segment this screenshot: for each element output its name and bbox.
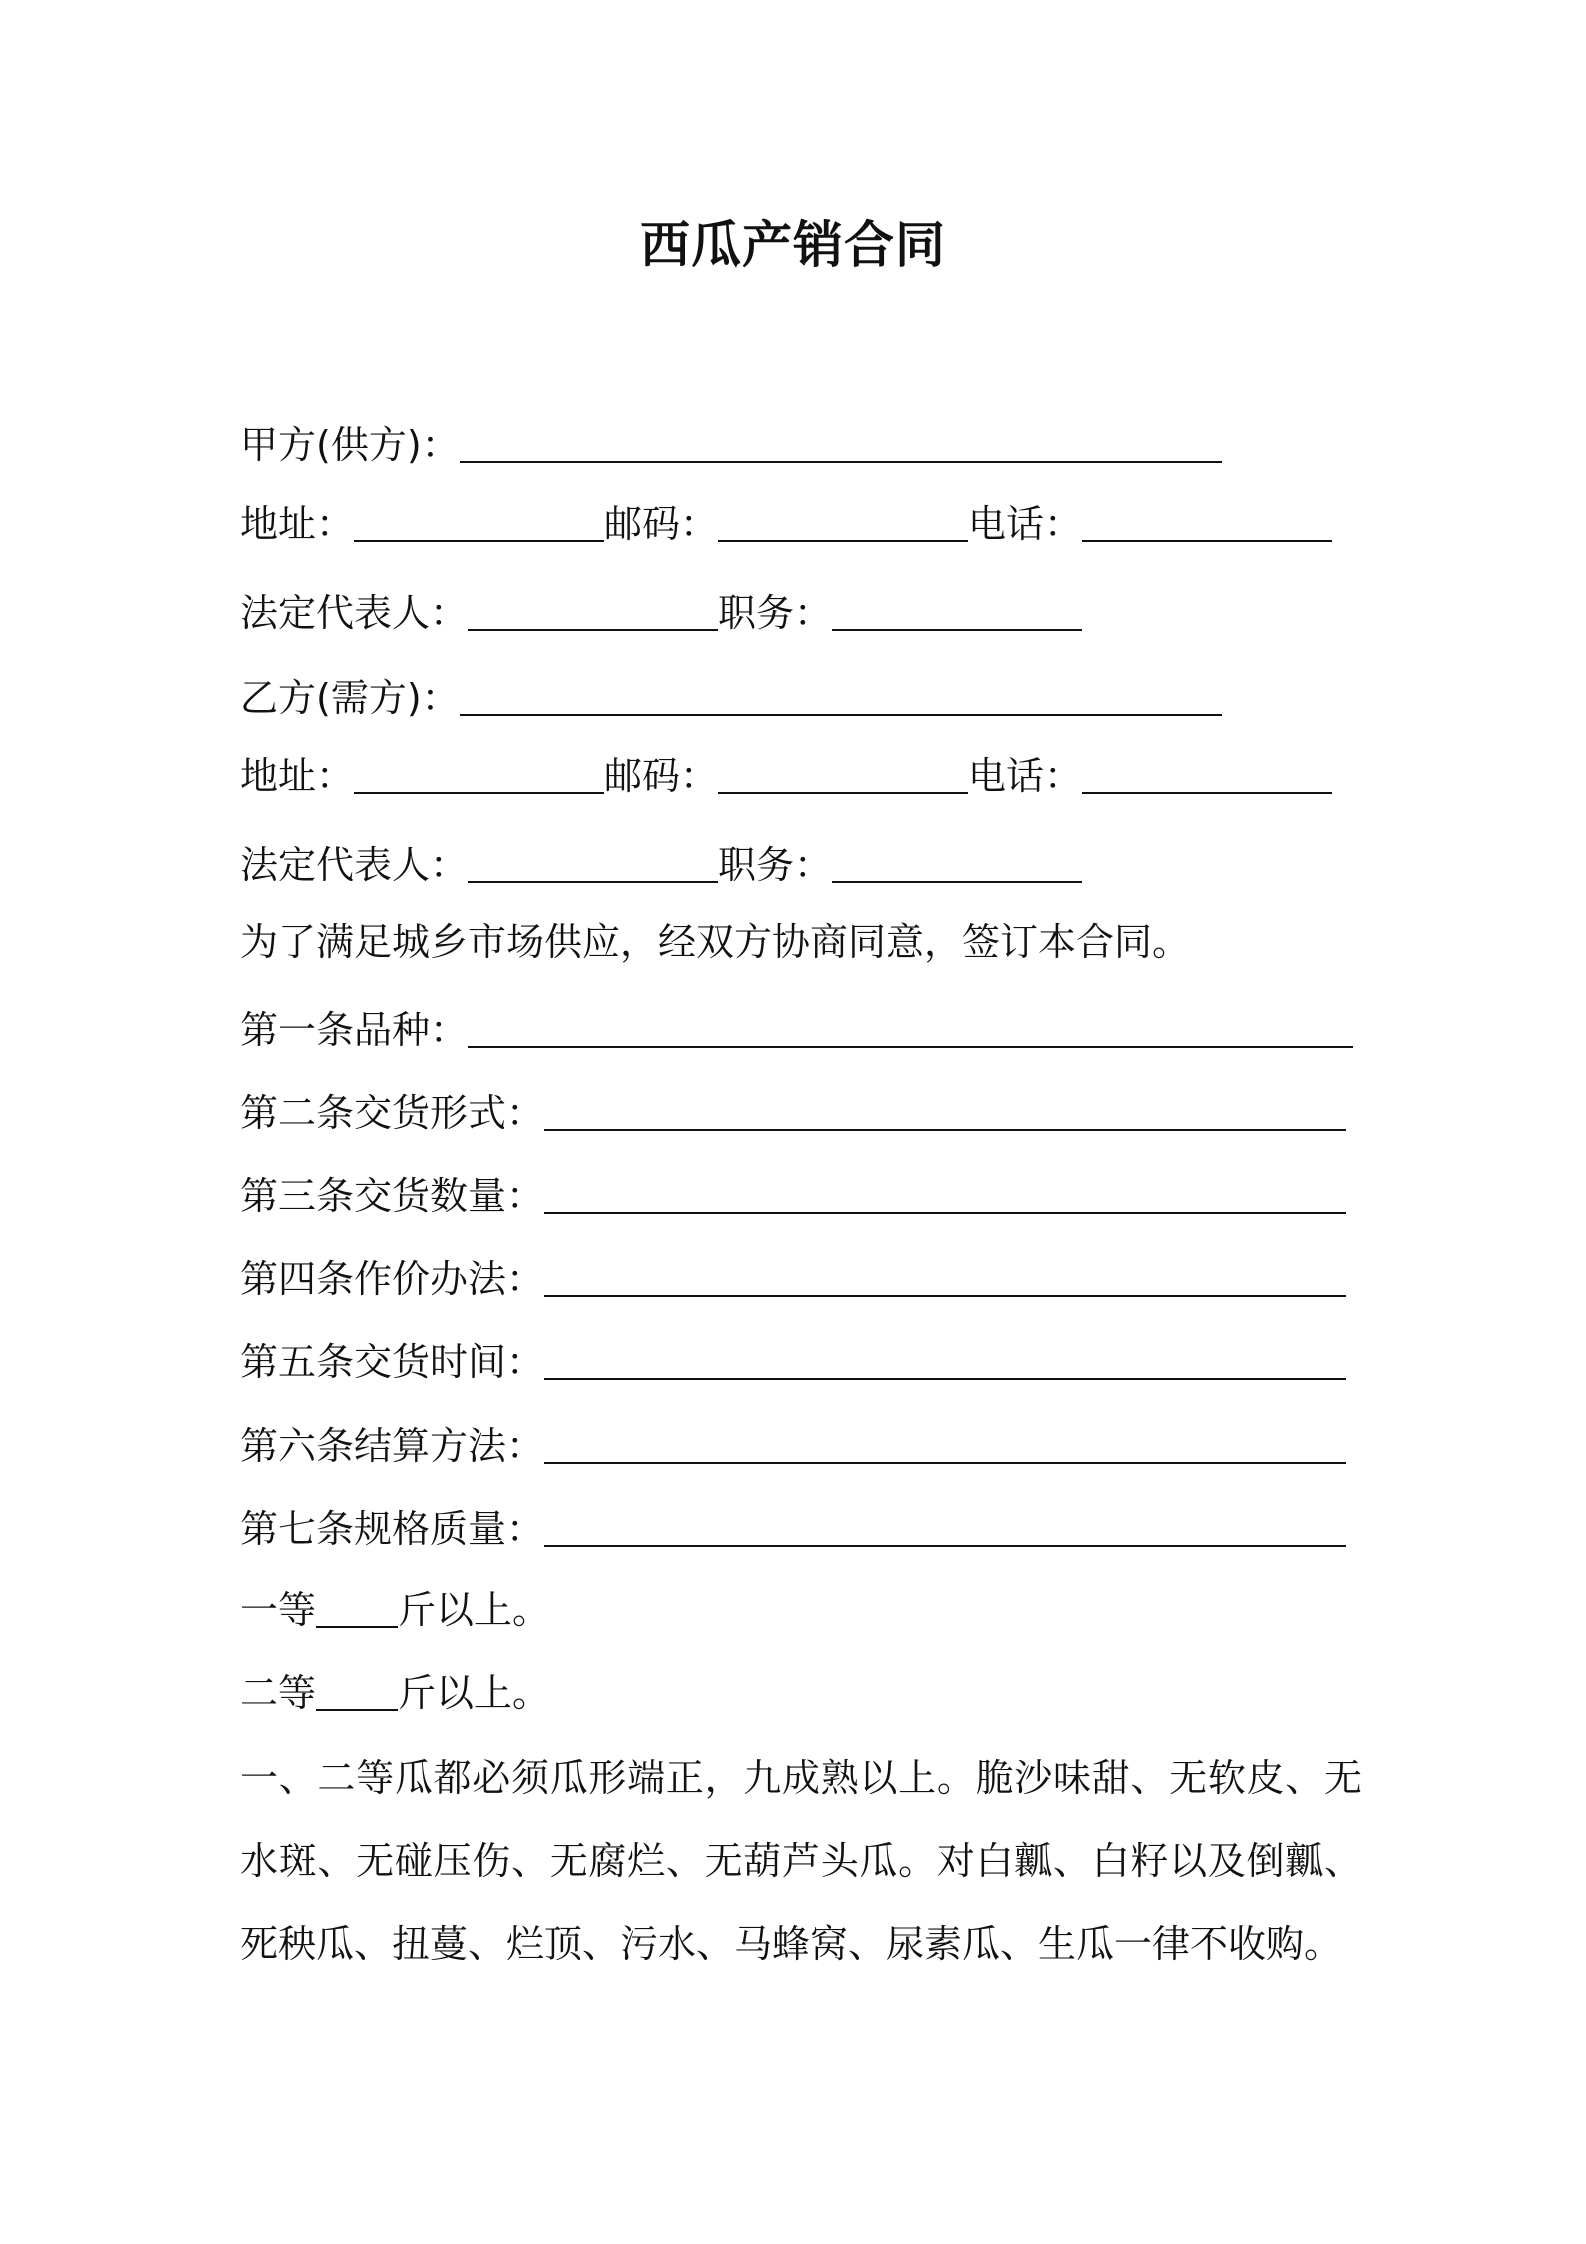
party-b-representative-blank[interactable] (468, 837, 718, 883)
article-2-label: 第二条交货形式： (240, 1091, 545, 1135)
party-a-postcode-blank[interactable] (718, 496, 968, 542)
party-a-label: 甲方(供方)： (240, 423, 460, 467)
article-3-line (240, 1166, 1346, 1226)
article-6-label: 第六条结算方法： (240, 1424, 545, 1468)
party-b-representative-label: 法定代表人： (240, 843, 469, 887)
party-b-label: 乙方(需方)： (240, 676, 460, 720)
grade-2-prefix: 二等 (240, 1671, 317, 1715)
party-b-address-blank[interactable] (354, 748, 604, 794)
intro-text: 为了满足城乡市场供应，经双方协商同意，签订本合同。 (240, 920, 1191, 964)
article-1-line (240, 1000, 1353, 1060)
article-1-label: 第一条品种： (240, 1008, 469, 1052)
grade-1-line (240, 1580, 550, 1640)
party-b-address-label: 地址： (240, 754, 355, 798)
article-2-line (240, 1083, 1346, 1143)
party-b-phone-label: 电话： (968, 754, 1083, 798)
article-2-blank[interactable] (544, 1085, 1346, 1131)
party-b-position-blank[interactable] (832, 837, 1082, 883)
party-b-line (240, 668, 1222, 728)
article-7-label: 第七条规格质量： (240, 1507, 545, 1551)
article-3-blank[interactable] (544, 1168, 1346, 1214)
article-5-label: 第五条交货时间： (240, 1340, 545, 1384)
party-b-position-label: 职务： (718, 843, 833, 887)
party-a-phone-blank[interactable] (1082, 496, 1332, 542)
article-6-line (240, 1416, 1346, 1476)
party-a-address-blank[interactable] (354, 496, 604, 542)
article-3-label: 第三条交货数量： (240, 1174, 545, 1218)
party-b-representative-line (240, 835, 1082, 895)
article-1-blank[interactable] (468, 1002, 1353, 1048)
article-4-blank[interactable] (544, 1251, 1346, 1297)
grade-1-prefix: 一等 (240, 1588, 317, 1632)
grade-2-line (240, 1663, 550, 1723)
grade-2-suffix: 斤以上。 (398, 1671, 551, 1715)
article-6-blank[interactable] (544, 1418, 1346, 1464)
party-b-phone-blank[interactable] (1082, 748, 1332, 794)
grade-2-blank[interactable] (316, 1665, 398, 1711)
party-a-representative-blank[interactable] (468, 585, 718, 631)
article-5-blank[interactable] (544, 1334, 1346, 1380)
intro-line (240, 912, 1190, 972)
article-4-label: 第四条作价办法： (240, 1257, 545, 1301)
party-a-position-blank[interactable] (832, 585, 1082, 631)
document-title: 西瓜产销合同 (640, 216, 946, 274)
party-a-representative-label: 法定代表人： (240, 591, 469, 635)
article-5-line (240, 1332, 1346, 1392)
grade-1-suffix: 斤以上。 (398, 1588, 551, 1632)
party-b-postcode-label: 邮码： (604, 754, 719, 798)
party-b-contact-line (240, 746, 1332, 806)
article-7-line (240, 1499, 1346, 1559)
quality-paragraph: 一、二等瓜都必须瓜形端正，九成熟以上。脆沙味甜、无软皮、无水斑、无碰压伤、无腐烂、无葫芦头瓜。对白瓤、白籽以及倒瓤、死秧瓜、扭蔓、烂顶、污水、马蜂窝、尿素瓜、生瓜一律不收购。 (240, 1756, 1362, 1966)
party-a-representative-line (240, 583, 1082, 643)
party-a-postcode-label: 邮码： (604, 502, 719, 546)
party-a-address-label: 地址： (240, 502, 355, 546)
party-a-position-label: 职务： (718, 591, 833, 635)
article-4-line (240, 1249, 1346, 1309)
party-b-postcode-blank[interactable] (718, 748, 968, 794)
party-a-phone-label: 电话： (968, 502, 1083, 546)
party-a-contact-line (240, 494, 1332, 554)
grade-1-blank[interactable] (316, 1582, 398, 1628)
party-a-line (240, 415, 1222, 475)
party-a-blank[interactable] (460, 417, 1222, 463)
article-7-blank[interactable] (544, 1501, 1346, 1547)
party-b-blank[interactable] (460, 670, 1222, 716)
